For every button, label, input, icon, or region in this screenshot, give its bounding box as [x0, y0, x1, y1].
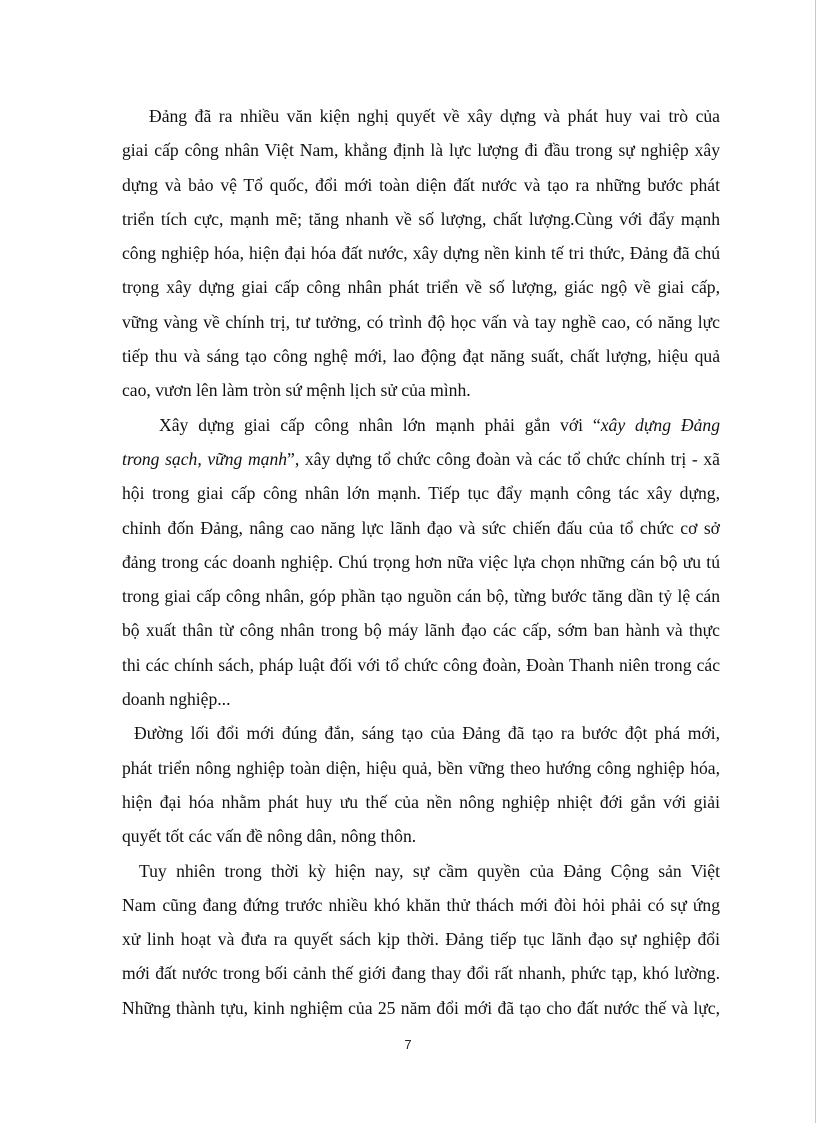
text-run: ”, xây dựng tổ chức công đoàn và các tổ chức chính trị - xã	[287, 448, 720, 469]
paragraph-4	[122, 854, 720, 1025]
text-line: bộ xuất thân từ công nhân trong bộ máy lãnh đạo các cấp, sớm ban hành và thực	[122, 620, 720, 641]
text-line: dựng và bảo vệ Tổ quốc, đổi mới toàn diện đất nước và tạo ra những bước phát	[122, 174, 720, 195]
text-line: Đảng đã ra nhiều văn kiện nghị quyết về xây dựng và phát huy vai trò của	[149, 106, 720, 126]
paragraph-2	[122, 408, 720, 717]
text-line: tiếp thu và sáng tạo công nghệ mới, lao động đạt năng suất, chất lượng, hiệu quả	[122, 346, 720, 367]
text-line: cao, vươn lên làm tròn sứ mệnh lịch sử của mình.	[122, 380, 471, 401]
text-line: hiện đại hóa nhằm phát huy ưu thế của nền nông nghiệp nhiệt đới gắn với giải	[122, 791, 720, 812]
text-line: phát triển nông nghiệp toàn diện, hiệu quả, bền vững theo hướng công nghiệp hóa,	[122, 757, 720, 778]
text-line: hội trong giai cấp công nhân lớn mạnh. Tiếp tục đẩy mạnh công tác xây dựng,	[122, 483, 720, 504]
text-line: công nghiệp hóa, hiện đại hóa đất nước, xây dựng nền kinh tế tri thức, Đảng đã chú	[122, 243, 720, 264]
text-line	[122, 408, 720, 442]
text-line: xử linh hoạt và đưa ra quyết sách kịp thời. Đảng tiếp tục lãnh đạo sự nghiệp đổi	[122, 929, 720, 950]
text-line: doanh nghiệp...	[122, 689, 231, 710]
italic-quote: xây dựng Đảng	[600, 414, 720, 435]
paragraph-1	[122, 99, 720, 408]
text-line: Đường lối đổi mới đúng đắn, sáng tạo của Đảng đã tạo ra bước đột phá mới,	[134, 723, 720, 744]
text-run: Xây dựng giai cấp công nhân lớn mạnh phải gắn với “	[159, 414, 601, 435]
text-line: triển tích cực, mạnh mẽ; tăng nhanh về số lượng, chất lượng.Cùng với đẩy mạnh	[122, 208, 720, 229]
text-line: đảng trong các doanh nghiệp. Chú trọng hơn nữa việc lựa chọn những cán bộ ưu tú	[122, 551, 720, 572]
text-line: vững vàng về chính trị, tư tưởng, có trình độ học vấn và tay nghề cao, có năng lực	[122, 311, 720, 332]
page-number: 7	[404, 1037, 412, 1052]
body-text	[122, 99, 720, 1025]
text-line: chỉnh đốn Đảng, nâng cao năng lực lãnh đạo và sức chiến đấu của tổ chức cơ sở	[122, 517, 720, 538]
text-line	[122, 442, 720, 476]
paragraph-3	[122, 716, 720, 853]
text-line: Tuy nhiên trong thời kỳ hiện nay, sự cầm quyền của Đảng Cộng sản Việt	[139, 860, 720, 881]
text-line: thi các chính sách, pháp luật đối với tổ chức công đoàn, Đoàn Thanh niên trong các	[122, 654, 720, 675]
text-line: Nam cũng đang đứng trước nhiều khó khăn thử thách mới đòi hỏi phải có sự ứng	[122, 894, 720, 915]
text-line: Những thành tựu, kinh nghiệm của 25 năm đổi mới đã tạo cho đất nước thế và lực,	[122, 997, 720, 1018]
text-line: trong giai cấp công nhân, góp phần tạo nguồn cán bộ, từng bước tăng dần tỷ lệ cán	[122, 586, 720, 607]
italic-quote: trong sạch, vững mạnh	[122, 448, 288, 469]
text-line: trọng xây dựng giai cấp công nhân phát triển về số lượng, giác ngộ về giai cấp,	[122, 277, 720, 298]
text-line: mới đất nước trong bối cảnh thế giới đang thay đổi rất nhanh, phức tạp, khó lường.	[122, 963, 720, 984]
text-line: giai cấp công nhân Việt Nam, khẳng định là lực lượng đi đầu trong sự nghiệp xây	[122, 140, 720, 161]
text-line: quyết tốt các vấn đề nông dân, nông thôn.	[122, 826, 417, 847]
